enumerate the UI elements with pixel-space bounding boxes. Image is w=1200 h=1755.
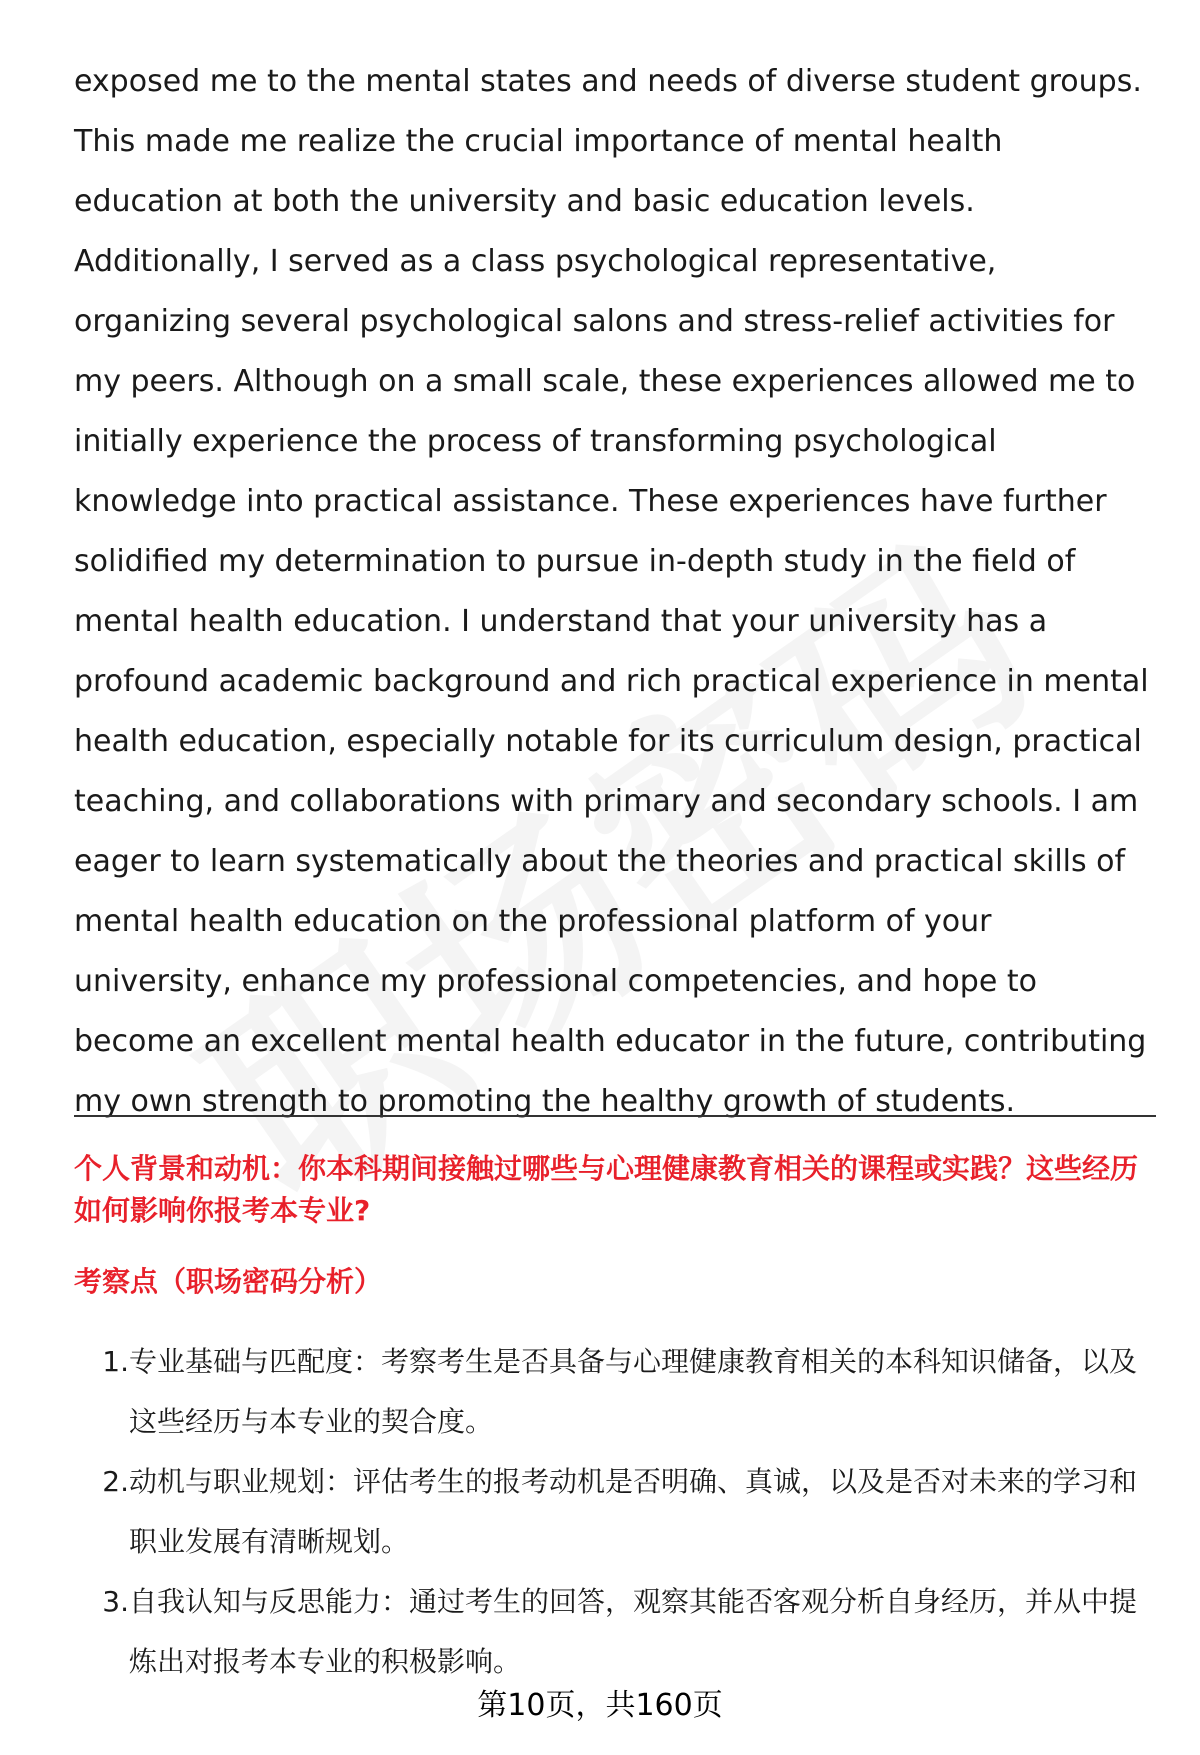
list-item	[74, 1572, 1156, 1692]
list-item	[74, 1332, 1156, 1452]
list-item-number: 2.	[102, 1465, 129, 1498]
body-content	[74, 52, 1154, 1132]
section-divider	[74, 1115, 1156, 1117]
list-item-text: 动机与职业规划：评估考生的报考动机是否明确、真诚，以及是否对未来的学习和职业发展有清晰规划。	[129, 1465, 1138, 1558]
question-heading: 个人背景和动机：你本科期间接触过哪些与心理健康教育相关的课程或实践？这些经历如何影响你报考本专业?	[74, 1152, 1139, 1227]
list-item-text: 专业基础与匹配度：考察考生是否具备与心理健康教育相关的本科知识储备，以及这些经历与本专业的契合度。	[129, 1345, 1138, 1438]
list-item	[74, 1452, 1156, 1572]
body-paragraph: exposed me to the mental states and needs of diverse student groups. This made me realize the crucial importance of mental health education at both the university and basic education levels. Additionally, I served as a class psychological representative, organizing several psychological salons and stress-relief activities for my peers. Although on a small scale, these experiences allowed me to initially experience the process of transforming psychological knowledge into practical assistance. These experiences have further solidified my determination to pursue in-depth study in the field of mental health education. I understand that your university has a profound academic background and rich practical experience in mental health education, especially notable for its curriculum design, practical teaching, and collaborations with primary and secondary schools. I am eager to learn systematically about the theories and practical skills of mental health education on the professional platform of your university, enhance my professional competencies, and hope to become an excellent mental health educator in the future, contributing my own strength to promoting the healthy growth of students.	[74, 64, 1149, 1119]
list-item-number: 1.	[102, 1345, 129, 1378]
list-item-text: 自我认知与反思能力：通过考生的回答，观察其能否客观分析自身经历，并从中提炼出对报考本专业的积极影响。	[129, 1585, 1138, 1678]
list-item-number: 3.	[102, 1585, 129, 1618]
section-title: 考察点（职场密码分析）	[74, 1265, 383, 1298]
page-number-footer: 第10页，共160页	[477, 1688, 723, 1723]
assessment-points-list	[74, 1332, 1156, 1692]
